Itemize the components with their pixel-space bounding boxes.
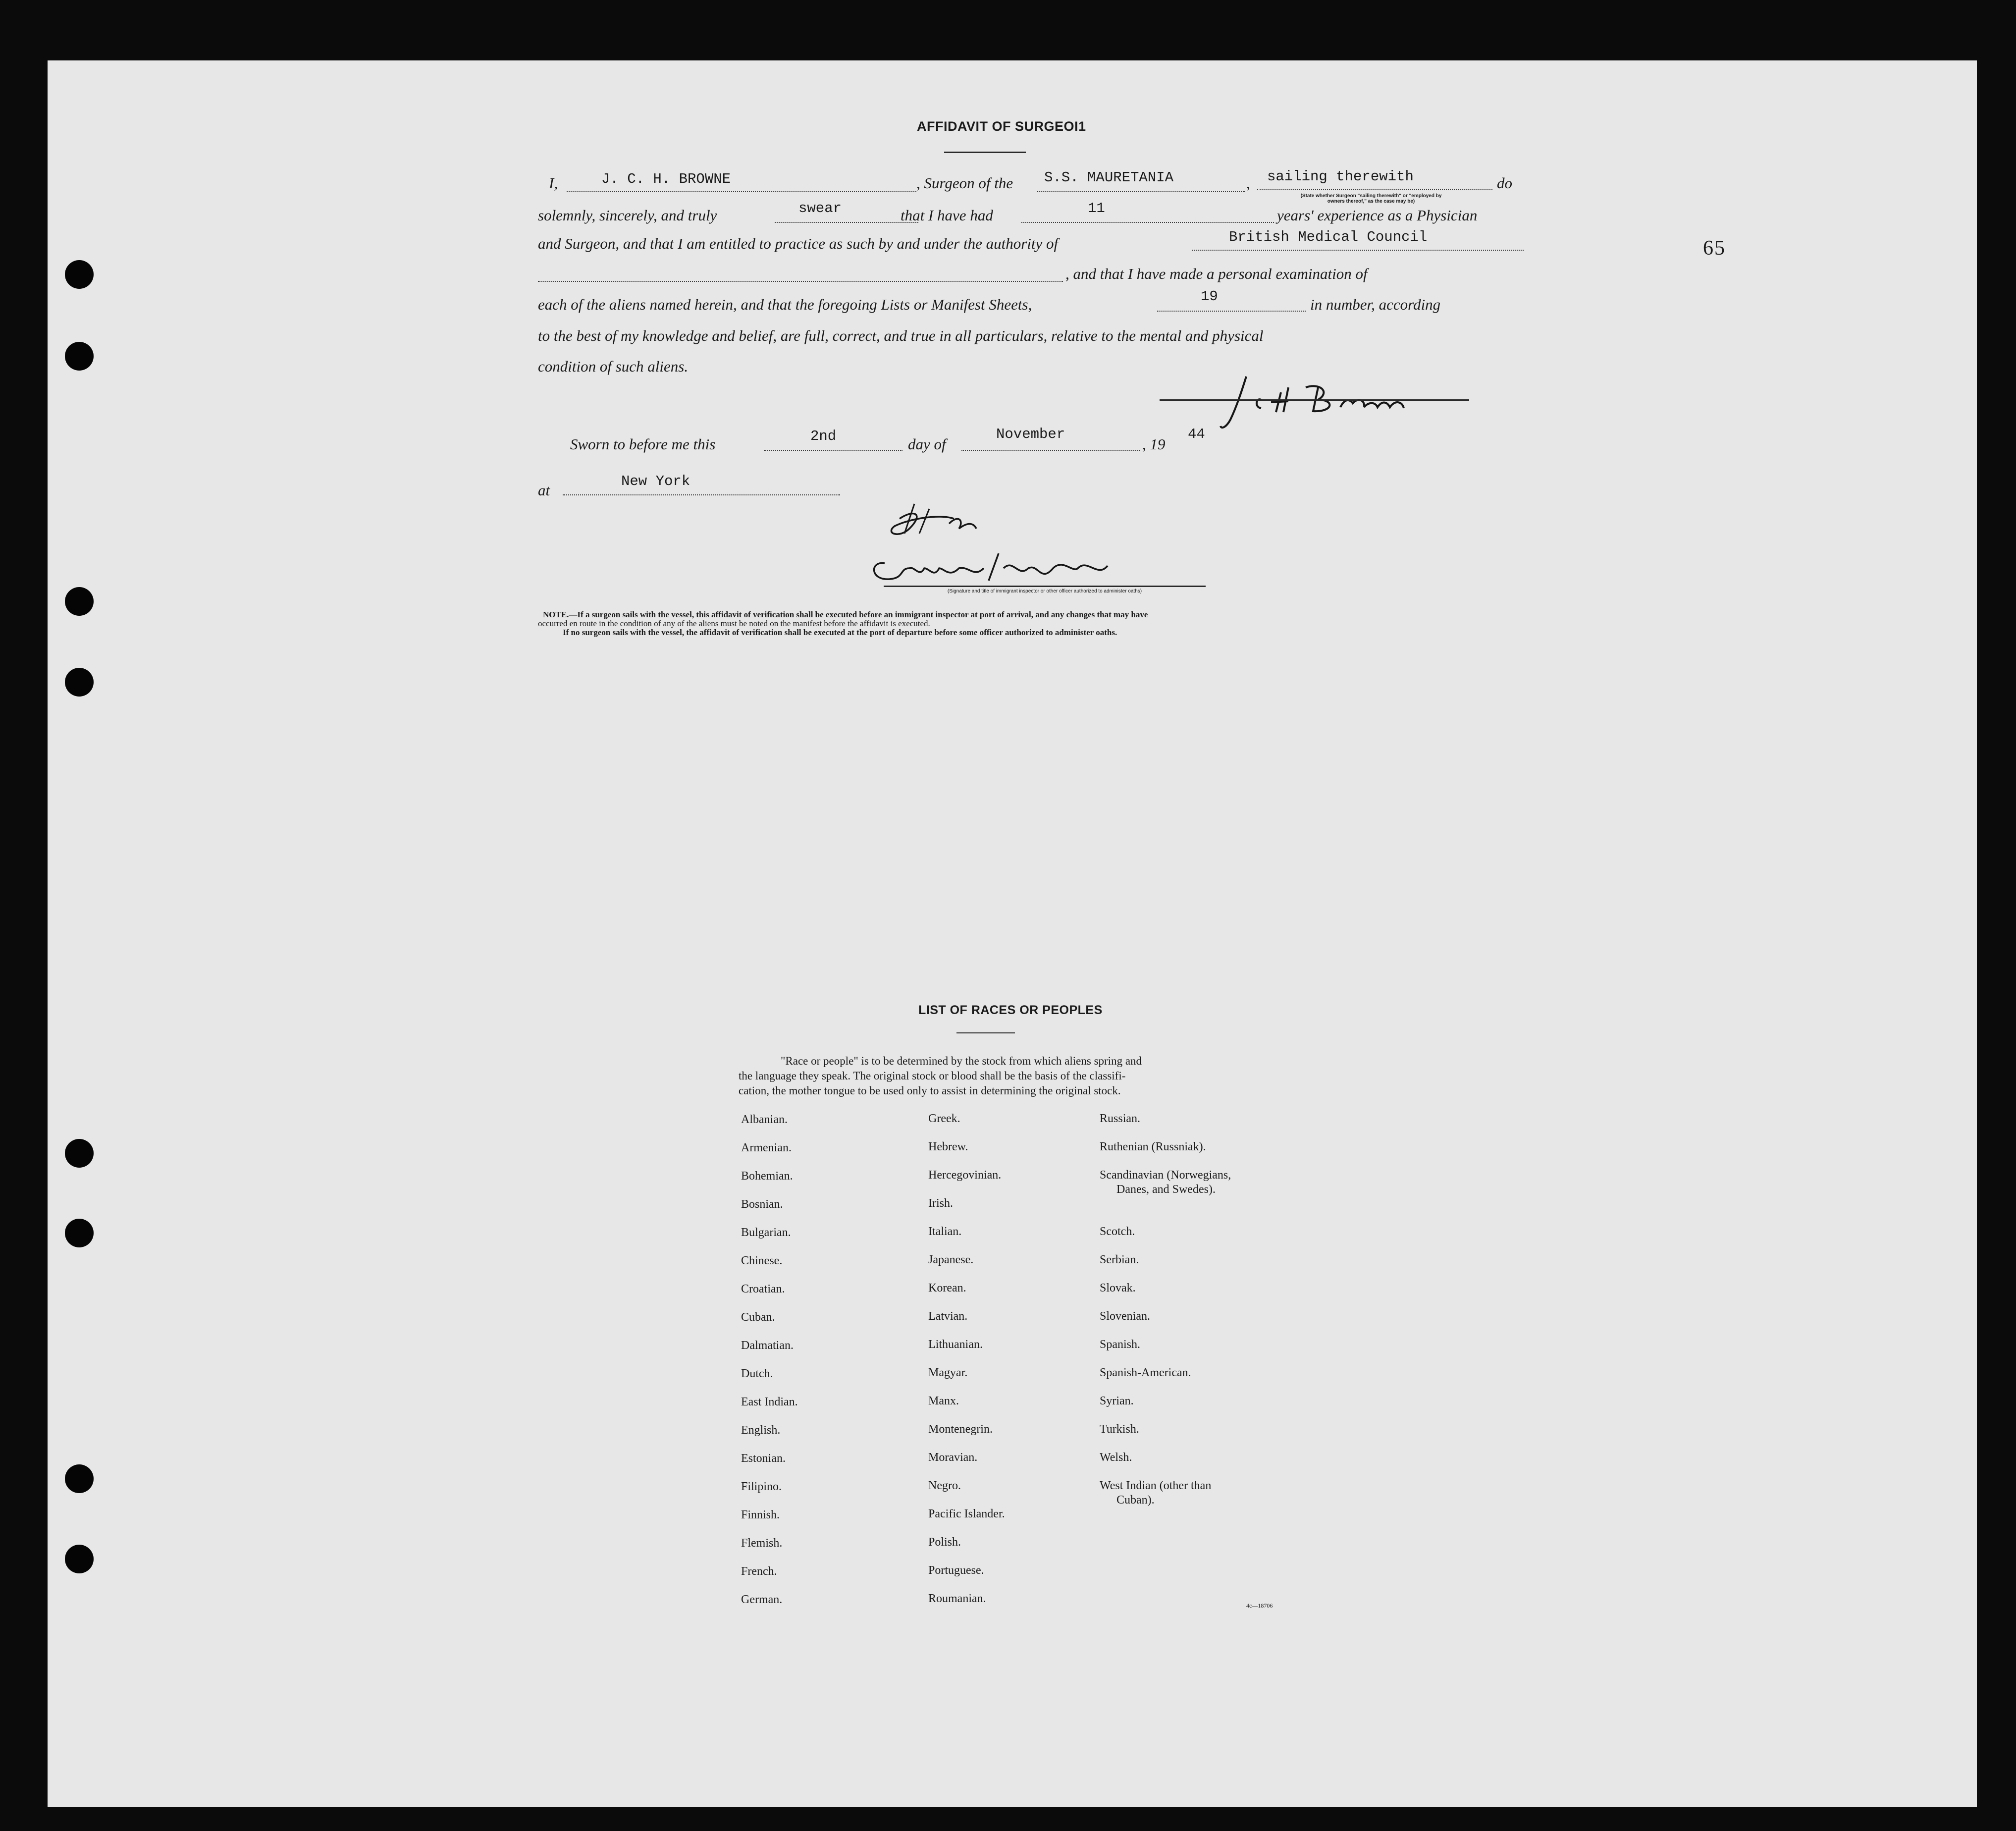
race-item: Danes, and Swedes). [1116,1183,1216,1196]
affidavit-line2a: solemnly, sincerely, and truly [538,207,717,224]
affidavit-line1-end: do [1497,174,1512,192]
race-item: Montenegrin. [928,1423,993,1436]
binder-hole [65,1464,94,1493]
race-item: Dalmatian. [741,1339,794,1352]
document-page [48,60,1977,1807]
sworn-text-c: , 19 [1142,435,1166,453]
race-item: Manx. [928,1395,959,1407]
oath-word-field [775,222,918,223]
race-item: Syrian. [1100,1395,1134,1407]
affidavit-title: AFFIDAVIT OF SURGEOI1 [917,119,1086,134]
sworn-month-value: November [996,426,1065,442]
at-label: at [538,482,550,499]
race-item: Albanian. [741,1113,788,1126]
binder-hole [65,668,94,697]
race-item: Spanish-American. [1100,1366,1191,1379]
race-item: Polish. [928,1536,961,1549]
sworn-text-a: Sworn to before me this [570,435,716,453]
surgeon-signature [1207,373,1524,439]
surgeon-name-field [567,191,916,192]
affidavit-line2b: that I have had [901,207,993,224]
vessel-value: S.S. MAURETANIA [1044,169,1174,186]
oath-word-value: swear [798,200,842,216]
sworn-year-value: 44 [1188,426,1205,442]
sailing-note-line1: (State whether Surgeon "sailing therewith" or "employed by [1300,193,1442,199]
races-title-underline [956,1032,1015,1033]
race-item: West Indian (other than [1100,1479,1212,1492]
races-intro-line1: "Race or people" is to be determined by the stock from which aliens spring and [781,1055,1142,1067]
race-item: Latvian. [928,1310,968,1323]
race-item: Turkish. [1100,1423,1139,1436]
race-item: Cuban. [741,1311,775,1324]
race-item: Lithuanian. [928,1338,983,1351]
sailing-status-value: sailing therewith [1267,168,1414,185]
race-item: Croatian. [741,1283,785,1295]
sworn-text-b: day of [908,435,946,453]
binder-hole [65,342,94,371]
race-item: Armenian. [741,1141,792,1154]
race-item: Irish. [928,1197,953,1210]
inspector-signature-line [884,586,1206,587]
place-value: New York [621,473,690,489]
race-item: Dutch. [741,1367,773,1380]
binder-hole [65,1545,94,1573]
races-title: LIST OF RACES OR PEOPLES [918,1003,1103,1017]
race-item: English. [741,1424,781,1437]
affidavit-line5b: in number, according [1310,296,1441,313]
affidavit-line6: to the best of my knowledge and belief, are full, correct, and true in all particulars, relative to the mental and physical [538,327,1264,344]
form-code: 4c—18706 [1246,1602,1273,1609]
sailing-status-note [1232,193,1510,204]
affidavit-line2c: years' experience as a Physician [1277,207,1478,224]
years-field [1021,222,1274,223]
races-column-1 [741,1113,798,1621]
races-intro-line3: cation, the mother tongue to be used only to assist in determining the original stock. [739,1084,1121,1097]
race-item: Bosnian. [741,1198,783,1211]
race-item: Hercegovinian. [928,1169,1002,1182]
affidavit-line1-comma: , [1246,174,1250,192]
years-value: 11 [1088,200,1105,216]
sworn-month-field [961,450,1140,451]
race-item: Roumanian. [928,1592,986,1605]
affidavit-line1-i: I, [549,174,558,192]
race-item: Russian. [1100,1112,1141,1125]
race-item: Slovenian. [1100,1310,1150,1323]
race-item: Italian. [928,1225,962,1238]
binder-hole [65,587,94,616]
note-line2: occurred en route in the condition of any of the aliens must be noted on the manifest before the affidavit is executed. [538,619,930,628]
race-item: German. [741,1593,783,1606]
race-item: Cuban). [1116,1494,1155,1507]
race-item: Bohemian. [741,1170,793,1183]
race-item: Serbian. [1100,1253,1139,1266]
signature-caption: (Signature and title of immigrant inspector or other officer authorized to administer oaths) [947,589,1142,594]
races-intro-line2: the language they speak. The original stock or blood shall be the basis of the classifi- [739,1070,1126,1082]
surgeon-name-value: J. C. H. BROWNE [601,171,731,187]
sworn-day-field [764,450,902,451]
sheets-value: 19 [1201,288,1218,305]
sailing-status-field [1257,189,1492,190]
race-item: Greek. [928,1112,960,1125]
surgeon-signature-line [1160,399,1469,401]
affidavit-line3: and Surgeon, and that I am entitled to practice as such by and under the authority of [538,235,1059,252]
race-item: Scandinavian (Norwegians, [1100,1169,1231,1182]
race-item: Moravian. [928,1451,978,1464]
races-column-3 [1100,1112,1231,1508]
sheets-field [1157,311,1306,312]
race-item: East Indian. [741,1396,798,1408]
binder-hole [65,1219,94,1247]
race-item: Finnish. [741,1508,780,1521]
race-item: Negro. [928,1479,961,1492]
race-item: Ruthenian (Russniak). [1100,1140,1206,1153]
race-item: Magyar. [928,1366,968,1379]
binder-hole [65,260,94,289]
authority-value: British Medical Council [1229,229,1428,245]
title-underline [944,152,1026,153]
sailing-note-line2: owners thereof," as the case may be) [1327,199,1415,204]
race-item: Spanish. [1100,1338,1141,1351]
race-item: Bulgarian. [741,1226,791,1239]
race-item: Scotch. [1100,1225,1135,1238]
affidavit-line4: , and that I have made a personal examination of [1065,265,1368,282]
page-number: 65 [1703,237,1726,260]
race-item: Welsh. [1100,1451,1132,1464]
race-item: French. [741,1565,777,1578]
race-item: Portuguese. [928,1564,984,1577]
place-field [563,494,840,495]
race-item: Pacific Islander. [928,1508,1005,1520]
authority-field [1192,250,1524,251]
races-column-2 [928,1112,1005,1620]
vessel-field [1037,191,1245,192]
sworn-day-value: 2nd [810,428,837,444]
race-item: Korean. [928,1282,966,1294]
race-item: Estonian. [741,1452,786,1465]
race-item: Flemish. [741,1537,783,1550]
affidavit-line7: condition of such aliens. [538,358,689,375]
binder-hole [65,1139,94,1168]
note-line1: NOTE.—If a surgeon sails with the vessel, this affidavit of verification shall be executed before an immigrant inspector at port of arrival, and any changes that may have [543,610,1148,619]
race-item: Filipino. [741,1480,782,1493]
race-item: Slovak. [1100,1282,1136,1294]
race-item: Hebrew. [928,1140,968,1153]
race-item: Japanese. [928,1253,974,1266]
authority-field-continued [538,281,1063,282]
affidavit-line5a: each of the aliens named herein, and that the foregoing Lists or Manifest Sheets, [538,296,1032,313]
race-item: Chinese. [741,1254,783,1267]
affidavit-line1-mid: , Surgeon of the [916,174,1013,192]
note-line3: If no surgeon sails with the vessel, the affidavit of verification shall be executed at the port of departure before some officer authorized to administer oaths. [563,628,1117,637]
